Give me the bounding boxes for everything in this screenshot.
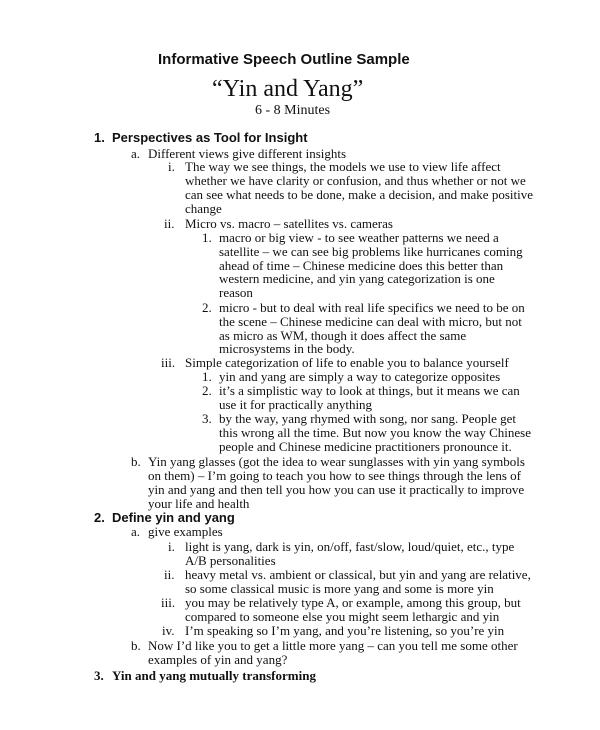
outline-marker: 1.	[202, 230, 212, 245]
outline-line: microsystems in the body.	[219, 341, 355, 356]
outline-line: by the way, yang rhymed with song, nor sang. People get	[219, 411, 517, 426]
outline-line: this wrong all the time. But now you know the way Chinese	[219, 425, 531, 440]
outline-marker: iii.	[161, 355, 176, 370]
outline-line: Different views give different insights	[148, 146, 347, 161]
outline-line: examples of yin and yang?	[148, 652, 288, 667]
outline-line: satellite – we can see big problems like hurricanes coming	[219, 244, 523, 259]
outline-marker: iv.	[162, 623, 175, 638]
outline-line: change	[185, 201, 222, 216]
outline-line: yin and yang and then tell you how you can use it practically to improve	[148, 482, 525, 497]
outline-marker: i.	[168, 159, 175, 174]
outline-marker: 2.	[202, 383, 212, 398]
outline-line: western medicine, and yin yang categorization is one	[219, 271, 495, 286]
outline-line: micro - but to deal with real life specifics we need to be on	[219, 300, 525, 315]
outline-marker: ii.	[164, 567, 175, 582]
duration: 6 - 8 Minutes	[255, 103, 331, 118]
outline-line: can see what needs to be done, make a decision, and make positive	[185, 187, 533, 202]
outline-line: reason	[219, 285, 253, 300]
outline-line: you may be relatively type A, or example, among this group, but	[185, 595, 521, 610]
outline-marker: 3.	[94, 668, 104, 683]
outline-line: as micro as WM, though it does affect the same	[219, 328, 467, 343]
outline-line: ahead of time – Chinese medicine does this better than	[219, 258, 504, 273]
outline-marker: 1.	[202, 369, 212, 384]
outline-marker: 1.	[94, 130, 105, 145]
outline-line: compared to someone else you might seem lethargic and yin	[185, 609, 500, 624]
outline-marker: 2.	[202, 300, 212, 315]
outline-line: heavy metal vs. ambient or classical, but yin and yang are relative,	[185, 567, 531, 582]
outline-marker: ii.	[164, 216, 175, 231]
outline-marker: a.	[131, 524, 141, 539]
outline-line: The way we see things, the models we use to view life affect	[185, 159, 501, 174]
outline-line: I’m speaking so I’m yang, and you’re listening, so you’re yin	[185, 623, 505, 638]
outline-line: yin and yang are simply a way to categorize opposites	[219, 369, 501, 384]
outline-line: macro or big view - to see weather patterns we need a	[219, 230, 499, 245]
outline-marker: i.	[168, 539, 175, 554]
outline-heading: Define yin and yang	[112, 510, 235, 525]
outline-line: so some classical music is more yang and some is more yin	[185, 581, 494, 596]
outline-marker: 3.	[202, 411, 212, 426]
outline-heading: Perspectives as Tool for Insight	[112, 130, 308, 145]
outline-line: A/B personalities	[185, 553, 276, 568]
outline-line: people and Chinese medicine practitioners pronounce it.	[219, 439, 512, 454]
outline-line: on them) – I’m going to teach you how to see things through the lens of	[148, 468, 521, 483]
outline-line: Yin yang glasses (got the idea to wear sunglasses with yin yang symbols	[148, 454, 525, 469]
outline-line: your life and health	[148, 496, 250, 511]
outline-line: Micro vs. macro – satellites vs. cameras	[185, 216, 393, 231]
outline-line: Now I’d like you to get a little more yang – can you tell me some other	[148, 638, 518, 653]
outline-line: Simple categorization of life to enable you to balance yourself	[185, 355, 509, 370]
outline-line: light is yang, dark is yin, on/off, fast/slow, loud/quiet, etc., type	[185, 539, 515, 554]
speech-title: “Yin and Yang”	[212, 76, 364, 102]
outline-marker: b.	[131, 638, 141, 653]
outline-line: the scene – Chinese medicine can deal with micro, but not	[219, 314, 522, 329]
outline-marker: b.	[131, 454, 141, 469]
outline-line: give examples	[148, 524, 223, 539]
outline-heading: Yin and yang mutually transforming	[112, 668, 316, 683]
outline-line: whether we have clarity or confusion, and thus whether or not we	[185, 173, 526, 188]
document-title: Informative Speech Outline Sample	[158, 51, 410, 68]
outline-line: it’s a simplistic way to look at things, but it means we can	[219, 383, 520, 398]
outline-marker: a.	[131, 146, 141, 161]
outline-line: use it for practically anything	[219, 397, 373, 412]
outline-marker: 2.	[94, 510, 105, 525]
outline-marker: iii.	[161, 595, 176, 610]
